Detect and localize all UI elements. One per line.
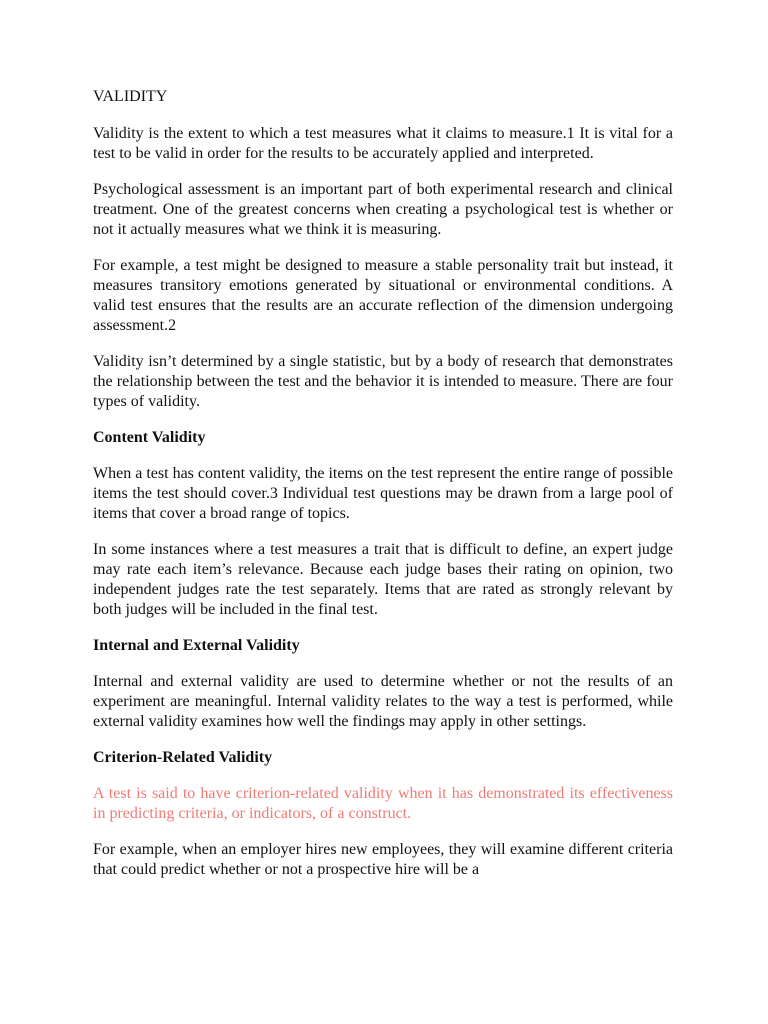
content-validity-paragraph-1: When a test has content validity, the items on the test represent the entire range of possible items the test should cover.3 Individual test questions may be drawn from a large pool of items that cover a broad range of topics. xyxy=(93,465,673,522)
internal-external-validity-heading: Internal and External Validity xyxy=(93,637,300,654)
document-title: VALIDITY xyxy=(93,88,168,105)
content-validity-paragraph-2: In some instances where a test measures a trait that is difficult to define, an expert judge may rate each item’s relevance. Because each judge bases their rating on opinion, two independent judges rate the test separately. Items that are rated as strongly relevant by both judges will be included in the final test. xyxy=(93,541,673,618)
content-validity-heading: Content Validity xyxy=(93,429,206,446)
document-page xyxy=(93,86,673,896)
intro-paragraph-3: For example, a test might be designed to measure a stable personality trait but instead, it measures transitory emotions generated by situational or environmental conditions. A valid test ensures that the results are an accurate reflection of the dimension undergoing assessment.2 xyxy=(93,257,673,334)
intro-paragraph-1: Validity is the extent to which a test measures what it claims to measure.1 It is vital for a test to be valid in order for the results to be accurately applied and interpreted. xyxy=(93,125,673,162)
criterion-validity-highlighted-paragraph: A test is said to have criterion-related validity when it has demonstrated its effectiveness in predicting criteria, or indicators, of a construct. xyxy=(93,785,673,822)
criterion-validity-paragraph-2: For example, when an employer hires new employees, they will examine different criteria that could predict whether or not a prospective hire will be a xyxy=(93,841,673,878)
internal-external-validity-paragraph: Internal and external validity are used to determine whether or not the results of an experiment are meaningful. Internal validity relates to the way a test is performed, while external validity examines how well the findings may apply in other settings. xyxy=(93,673,673,730)
criterion-validity-heading: Criterion-Related Validity xyxy=(93,749,273,766)
intro-paragraph-2: Psychological assessment is an important part of both experimental research and clinical treatment. One of the greatest concerns when creating a psychological test is whether or not it actually measures what we think it is measuring. xyxy=(93,181,673,238)
intro-paragraph-4: Validity isn’t determined by a single statistic, but by a body of research that demonstrates the relationship between the test and the behavior it is intended to measure. There are four types of validity. xyxy=(93,353,673,410)
